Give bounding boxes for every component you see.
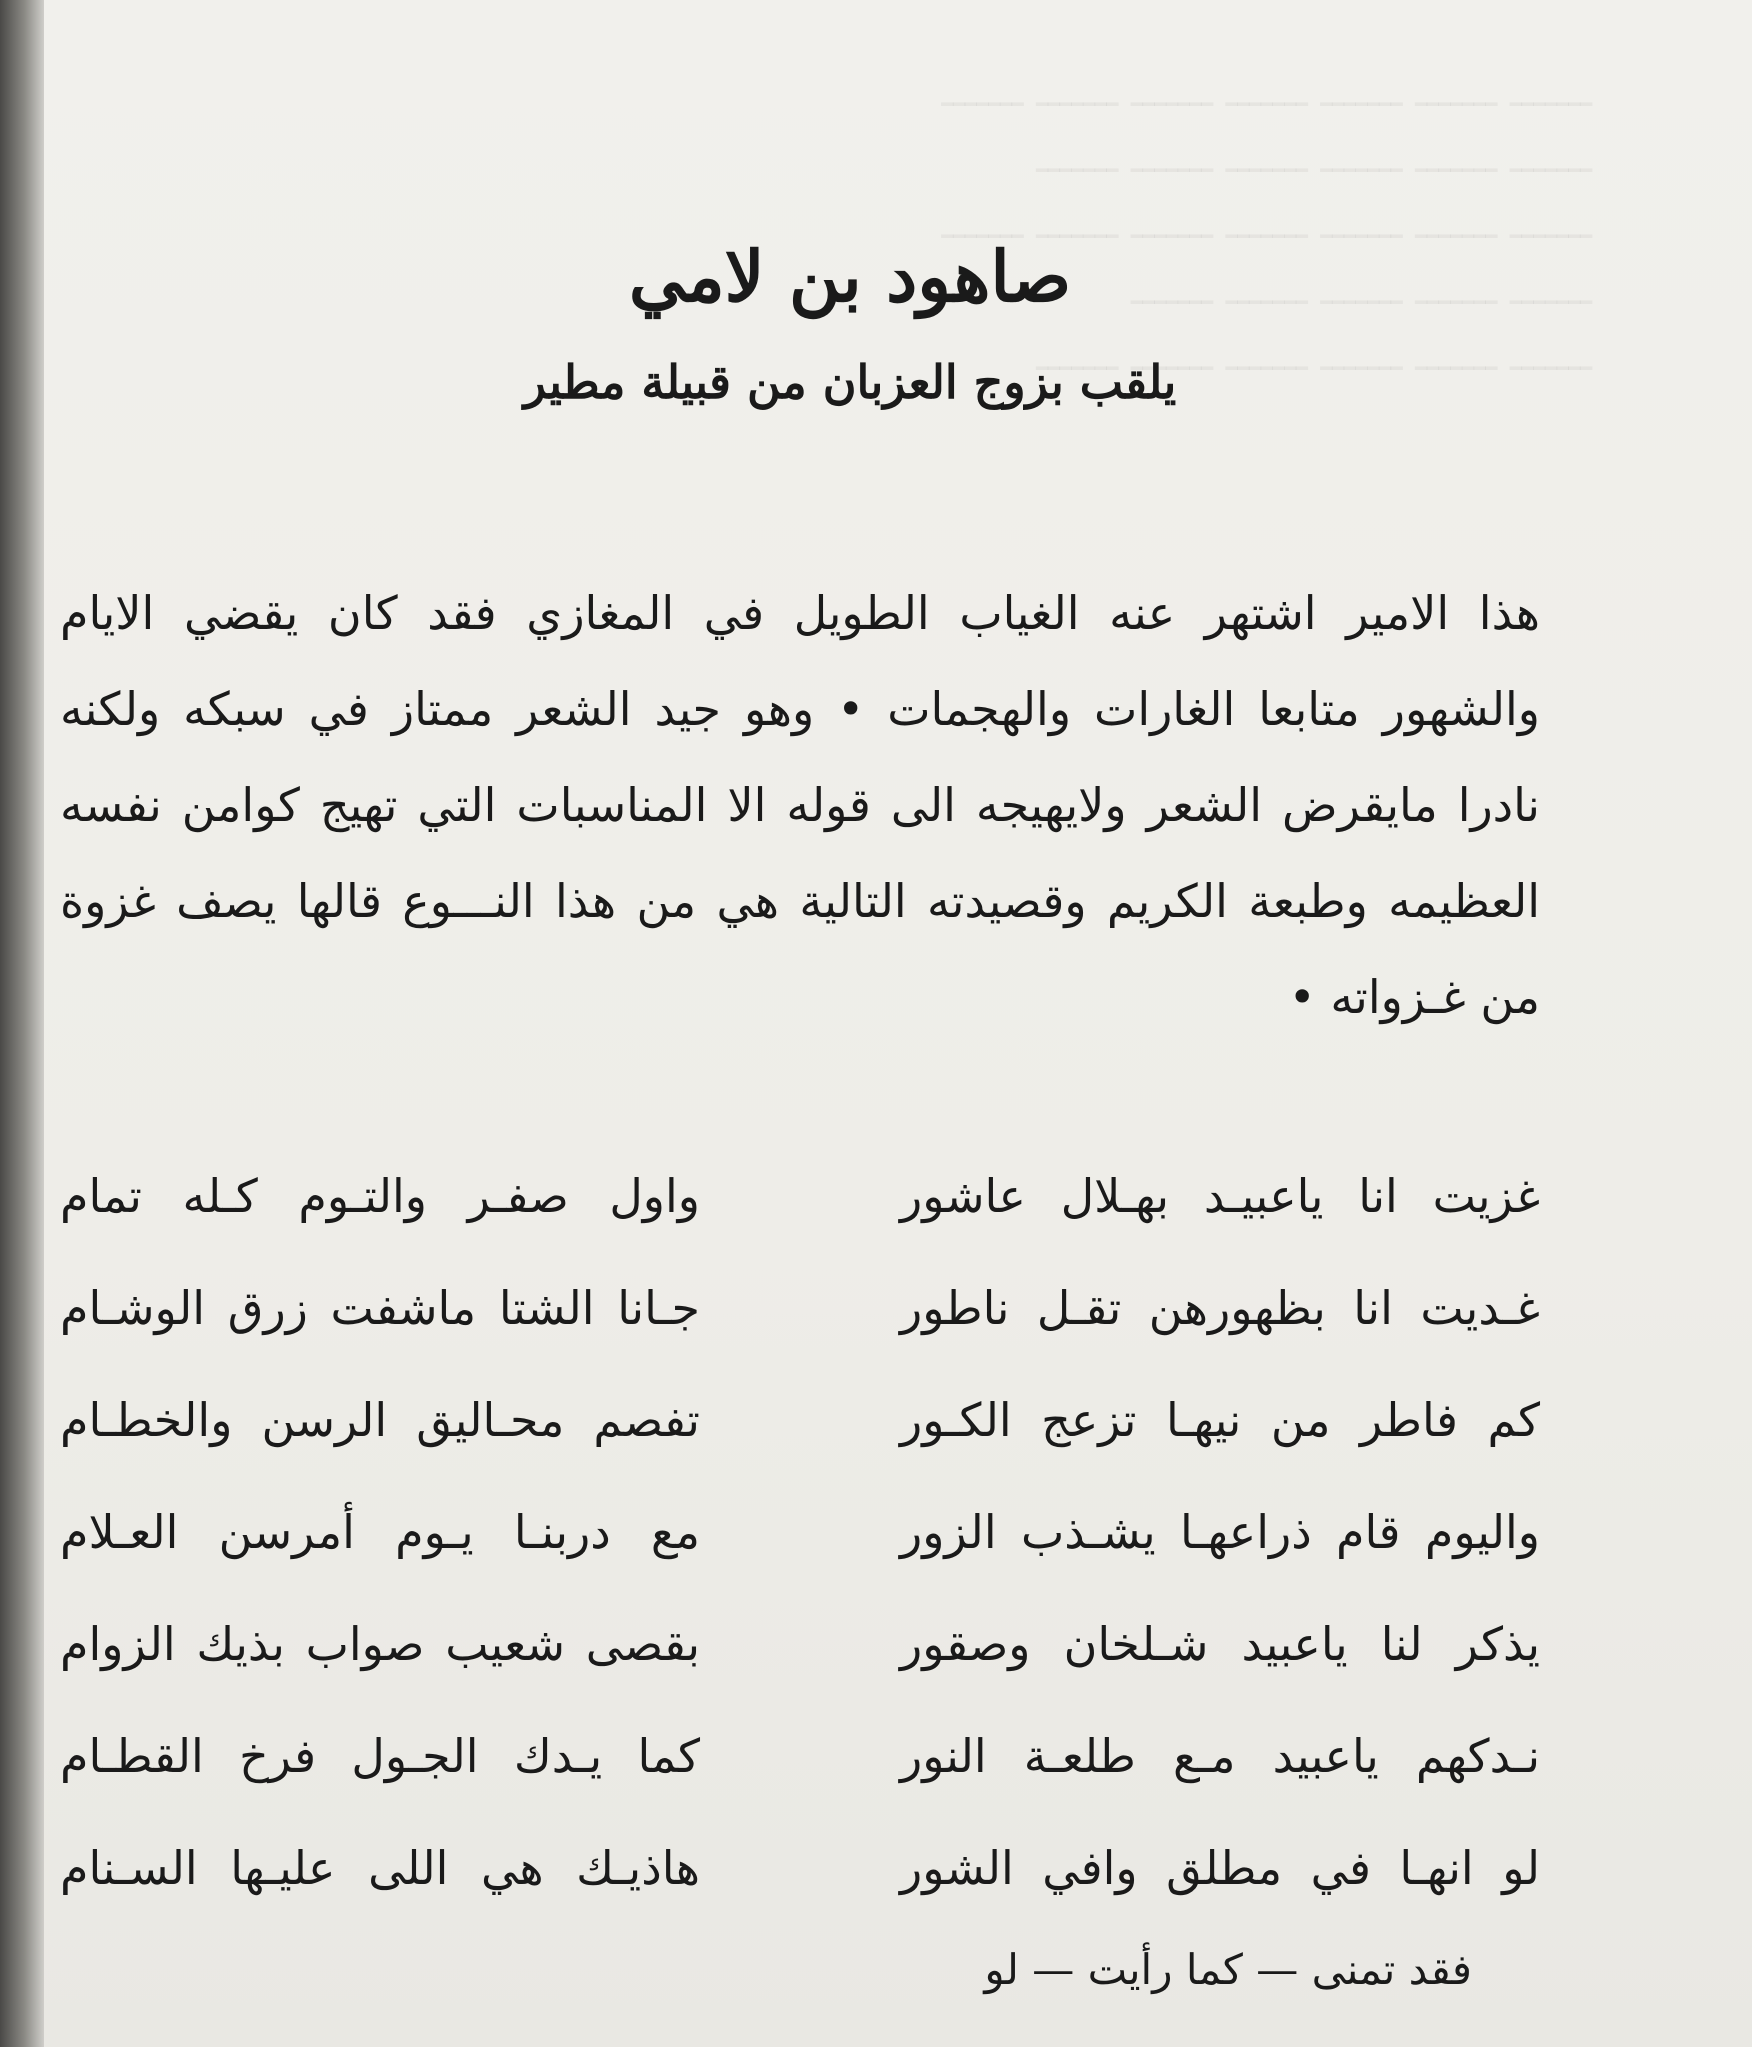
page-title: صاهود بن لامي [628, 235, 1072, 318]
continuation-text: فقد تمنى — كما رأيت — لو [984, 1945, 1472, 1994]
poem-verse [60, 1812, 1540, 1924]
verse-second-hemistich: هاذيـك هي اللى عليـها السـنام [60, 1841, 700, 1895]
verse-first-hemistich: لو انهـا في مطلق وافي الشور [900, 1841, 1540, 1895]
poem-verse [60, 1140, 1540, 1252]
verse-first-hemistich: يذكر لنا ياعبيد شـلخان وصقور [900, 1617, 1540, 1671]
poem-verse [60, 1588, 1540, 1700]
verse-second-hemistich: كما يـدك الجـول فرخ القطـام [60, 1729, 700, 1783]
poem-verse [60, 1252, 1540, 1364]
intro-line: العظيمه وطبعة الكريم وقصيدته التالية هي من هذا النـــوع قالها يصف غزوة [60, 874, 1540, 928]
verse-first-hemistich: نـدكهم ياعبيد مـع طلعـة النور [900, 1729, 1540, 1783]
book-gutter [0, 0, 44, 2047]
verse-first-hemistich: غـديت انا بظهورهن تقـل ناطور [900, 1281, 1540, 1335]
intro-line: من غـزواته • [1288, 970, 1540, 1024]
verse-first-hemistich: غزيت انا ياعبيـد بهـلال عاشور [900, 1169, 1540, 1223]
intro-line: هذا الامير اشتهر عنه الغياب الطويل في المغازي فقد كان يقضي الايام [60, 586, 1540, 640]
intro-line: والشهور متابعا الغارات والهجمات • وهو جيد الشعر ممتاز في سبكه ولكنه [60, 682, 1540, 736]
verse-second-hemistich: واول صفـر والتـوم كـله تمام [60, 1169, 700, 1223]
page-subtitle: يلقب بزوج العزبان من قبيلة مطير [523, 355, 1177, 409]
verse-second-hemistich: مع دربنـا يـوم أمرسن العـلام [60, 1505, 700, 1559]
verse-second-hemistich: جـانا الشتا ماشفت زرق الوشـام [60, 1281, 700, 1335]
poem-verse [60, 1476, 1540, 1588]
intro-line: نادرا مايقرض الشعر ولايهيجه الى قوله الا المناسبات التي تهيج كوامن نفسه [60, 778, 1540, 832]
verse-first-hemistich: كم فاطر من نيهـا تزعج الكـور [900, 1393, 1540, 1447]
verse-first-hemistich: واليوم قام ذراعهـا يشـذب الزور [900, 1505, 1540, 1559]
poem-verse [60, 1364, 1540, 1476]
verse-second-hemistich: بقصى شعيب صواب بذيك الزوام [60, 1617, 700, 1671]
verse-second-hemistich: تفصم محـاليق الرسن والخطـام [60, 1393, 700, 1447]
poem-verse [60, 1700, 1540, 1812]
show-through-text: ـــــــ ـــــــ ـــــــ ـــــــ ـــــــ ـــــــ ـــــــ ـــــــ ـــــــ ـــــــ ـــــــ ـــــــ ـــــــ ـــــــ ـــــــ ـــــــ ـــــــ ـــــــ ـــــــ ـــــــ ـــــــ ـــــــ ـــــــ ـــــــ ـــــــ ـــــــ ـــــــ ـــــــ ـــــــ ـــــــ ـــــــ [941, 70, 1592, 380]
intro-paragraph [60, 565, 1540, 1045]
poem [60, 1140, 1540, 1924]
